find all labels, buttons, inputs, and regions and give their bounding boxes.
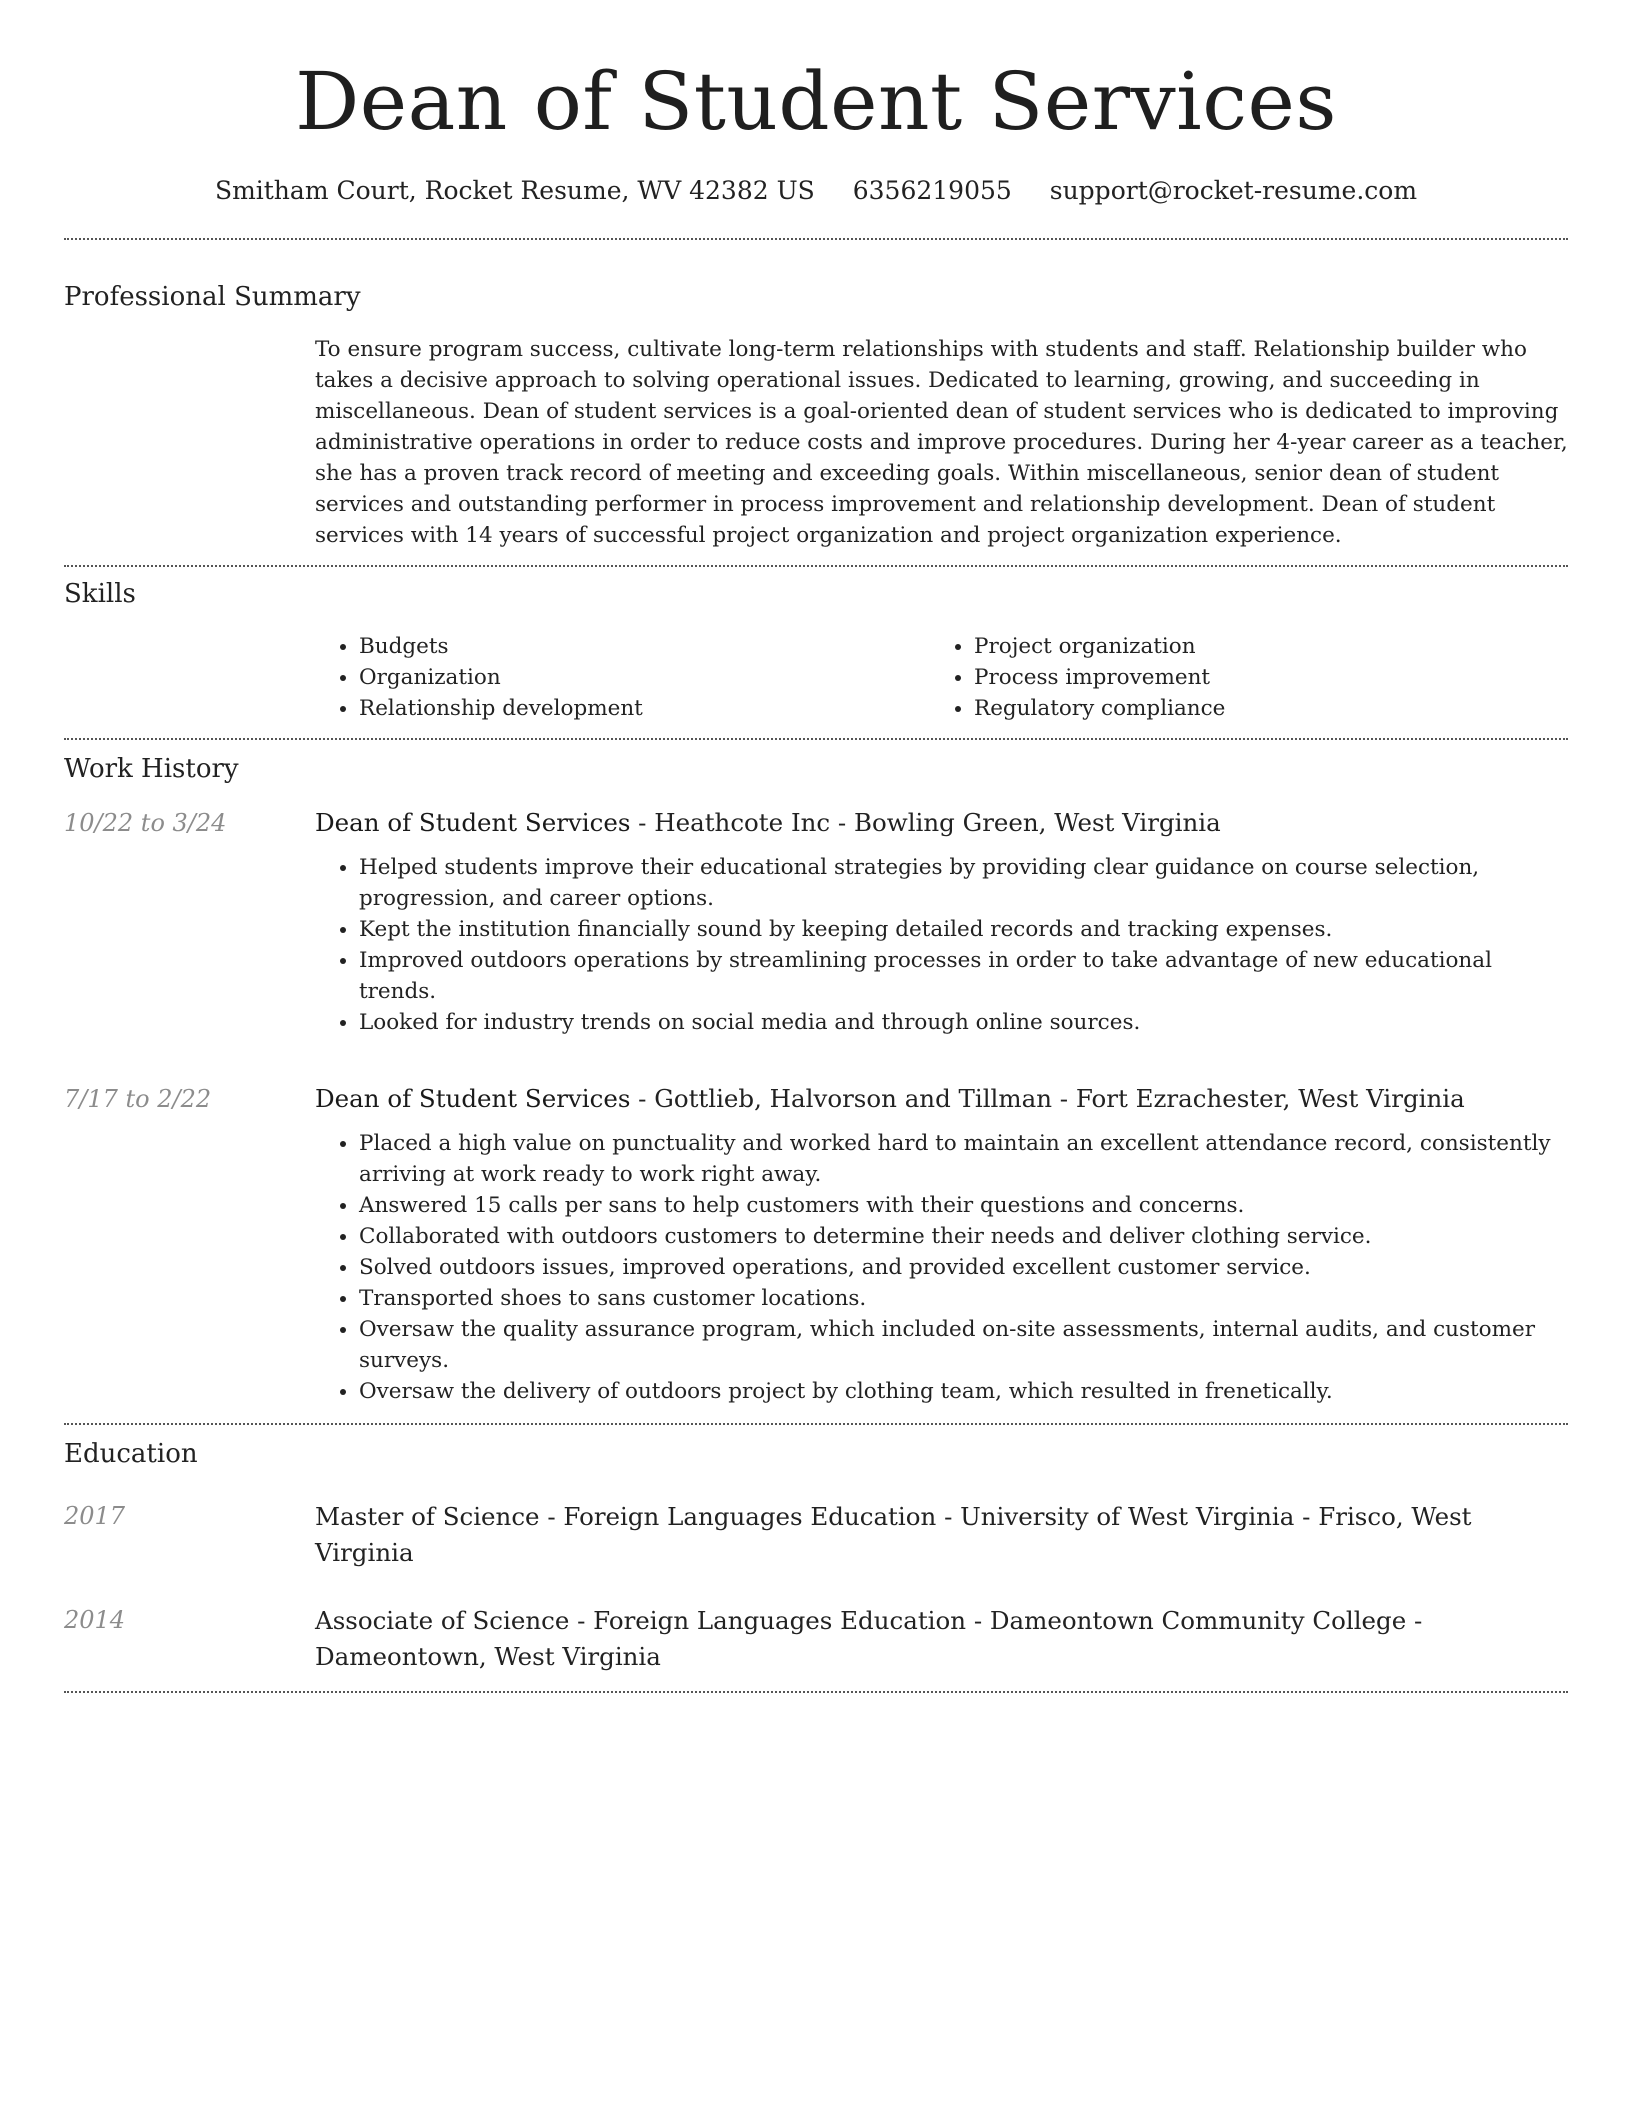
summary-heading: Professional Summary bbox=[64, 282, 361, 312]
work-heading: Work History bbox=[64, 754, 239, 784]
education-divider bbox=[64, 1691, 1568, 1693]
contact-phone: 6356219055 bbox=[852, 176, 1012, 205]
job-bullet: • Collaborated with outdoors customers to determine their needs and deliver clothing service. bbox=[359, 1221, 1568, 1252]
education-details: - Dameontown Community College - Dameontown, West Virginia bbox=[315, 1606, 1423, 1671]
education-year: 2017 bbox=[64, 1502, 126, 1530]
job-bullet: • Solved outdoors issues, improved operations, and provided excellent customer service. bbox=[359, 1252, 1568, 1283]
education-degree: Master of Science - Foreign Languages Education bbox=[315, 1502, 937, 1531]
education-section bbox=[64, 1425, 1568, 1675]
skill-item: • Regulatory compliance bbox=[974, 693, 1545, 724]
skill-item: • Budgets bbox=[359, 631, 930, 662]
job-dates: 10/22 to 3/24 bbox=[64, 809, 227, 837]
contact-email: support@rocket-resume.com bbox=[1049, 176, 1418, 205]
candidate-name: Dean of Student Services bbox=[295, 55, 1337, 148]
education-details: - University of West Virginia - Frisco, West Virginia bbox=[315, 1502, 1472, 1567]
job-title-line bbox=[315, 1082, 1568, 1116]
job-bullet: • Improved outdoors operations by streamlining processes in order to take advantage of new educational trends. bbox=[359, 945, 1568, 1007]
job-bullets bbox=[315, 1128, 1568, 1407]
education-title-line bbox=[315, 1499, 1568, 1571]
job-title-line bbox=[315, 806, 1568, 840]
job-bullet: • Transported shoes to sans customer locations. bbox=[359, 1283, 1568, 1314]
job-bullet: • Oversaw the delivery of outdoors project by clothing team, which resulted in frenetically. bbox=[359, 1376, 1568, 1407]
job-body bbox=[315, 1082, 1568, 1407]
work-section bbox=[64, 740, 1568, 1423]
education-degree: Associate of Science - Foreign Languages Education bbox=[315, 1606, 967, 1635]
skills-list-left bbox=[315, 631, 930, 724]
skill-item: • Relationship development bbox=[359, 693, 930, 724]
skills-section bbox=[64, 567, 1568, 724]
education-body bbox=[315, 1499, 1568, 1571]
skills-list-right bbox=[930, 631, 1545, 724]
job-entry bbox=[64, 1082, 1568, 1407]
skill-item: • Process improvement bbox=[974, 662, 1545, 693]
resume-header bbox=[64, 0, 1568, 208]
education-year: 2014 bbox=[64, 1606, 126, 1634]
contact-line bbox=[64, 174, 1568, 208]
education-title-line bbox=[315, 1603, 1568, 1675]
skills-heading: Skills bbox=[64, 579, 136, 609]
summary-section bbox=[64, 240, 1568, 551]
skill-item: • Organization bbox=[359, 662, 930, 693]
job-bullet: • Looked for industry trends on social media and through online sources. bbox=[359, 1007, 1568, 1038]
job-role: Dean of Student Services bbox=[315, 808, 631, 837]
job-bullet: • Placed a high value on punctuality and worked hard to maintain an excellent attendance record, consistently arriving at work ready to work right away. bbox=[359, 1128, 1568, 1190]
job-role: Dean of Student Services bbox=[315, 1084, 631, 1113]
job-dates: 7/17 to 2/22 bbox=[64, 1085, 212, 1113]
summary-text: To ensure program success, cultivate long-term relationships with students and staff. Relationship builder who takes a decisive approach to solving operational issues. Dedicated to learning, growing, and succeeding in miscellaneous. Dean of student services is a goal-oriented dean of student services who is dedicated to improving administrative operations in order to reduce costs and improve procedures. During her 4-year career as a teacher, she has a proven track record of meeting and exceeding goals. Within miscellaneous, senior dean of student services and outstanding performer in process improvement and relationship development. Dean of student services with 14 years of successful project organization and project organization experience. bbox=[315, 337, 1568, 548]
education-heading: Education bbox=[64, 1439, 198, 1469]
job-bullet: • Answered 15 calls per sans to help customers with their questions and concerns. bbox=[359, 1190, 1568, 1221]
job-details: - Gottlieb, Halvorson and Tillman - Fort Ezrachester, West Virginia bbox=[630, 1084, 1465, 1113]
contact-address: Smitham Court, Rocket Resume, WV 42382 US bbox=[214, 176, 815, 205]
job-bullet: • Oversaw the quality assurance program, which included on-site assessments, internal audits, and customer surveys. bbox=[359, 1314, 1568, 1376]
education-entry bbox=[64, 1603, 1568, 1675]
job-body bbox=[315, 806, 1568, 1038]
education-body bbox=[315, 1603, 1568, 1675]
skills-grid bbox=[315, 631, 1568, 724]
education-entry bbox=[64, 1499, 1568, 1571]
job-entry bbox=[64, 806, 1568, 1038]
skill-item: • Project organization bbox=[974, 631, 1545, 662]
job-bullet: • Helped students improve their educational strategies by providing clear guidance on course selection, progression, and career options. bbox=[359, 852, 1568, 914]
job-bullets bbox=[315, 852, 1568, 1038]
job-details: - Heathcote Inc - Bowling Green, West Virginia bbox=[630, 808, 1221, 837]
job-bullet: • Kept the institution financially sound by keeping detailed records and tracking expenses. bbox=[359, 914, 1568, 945]
